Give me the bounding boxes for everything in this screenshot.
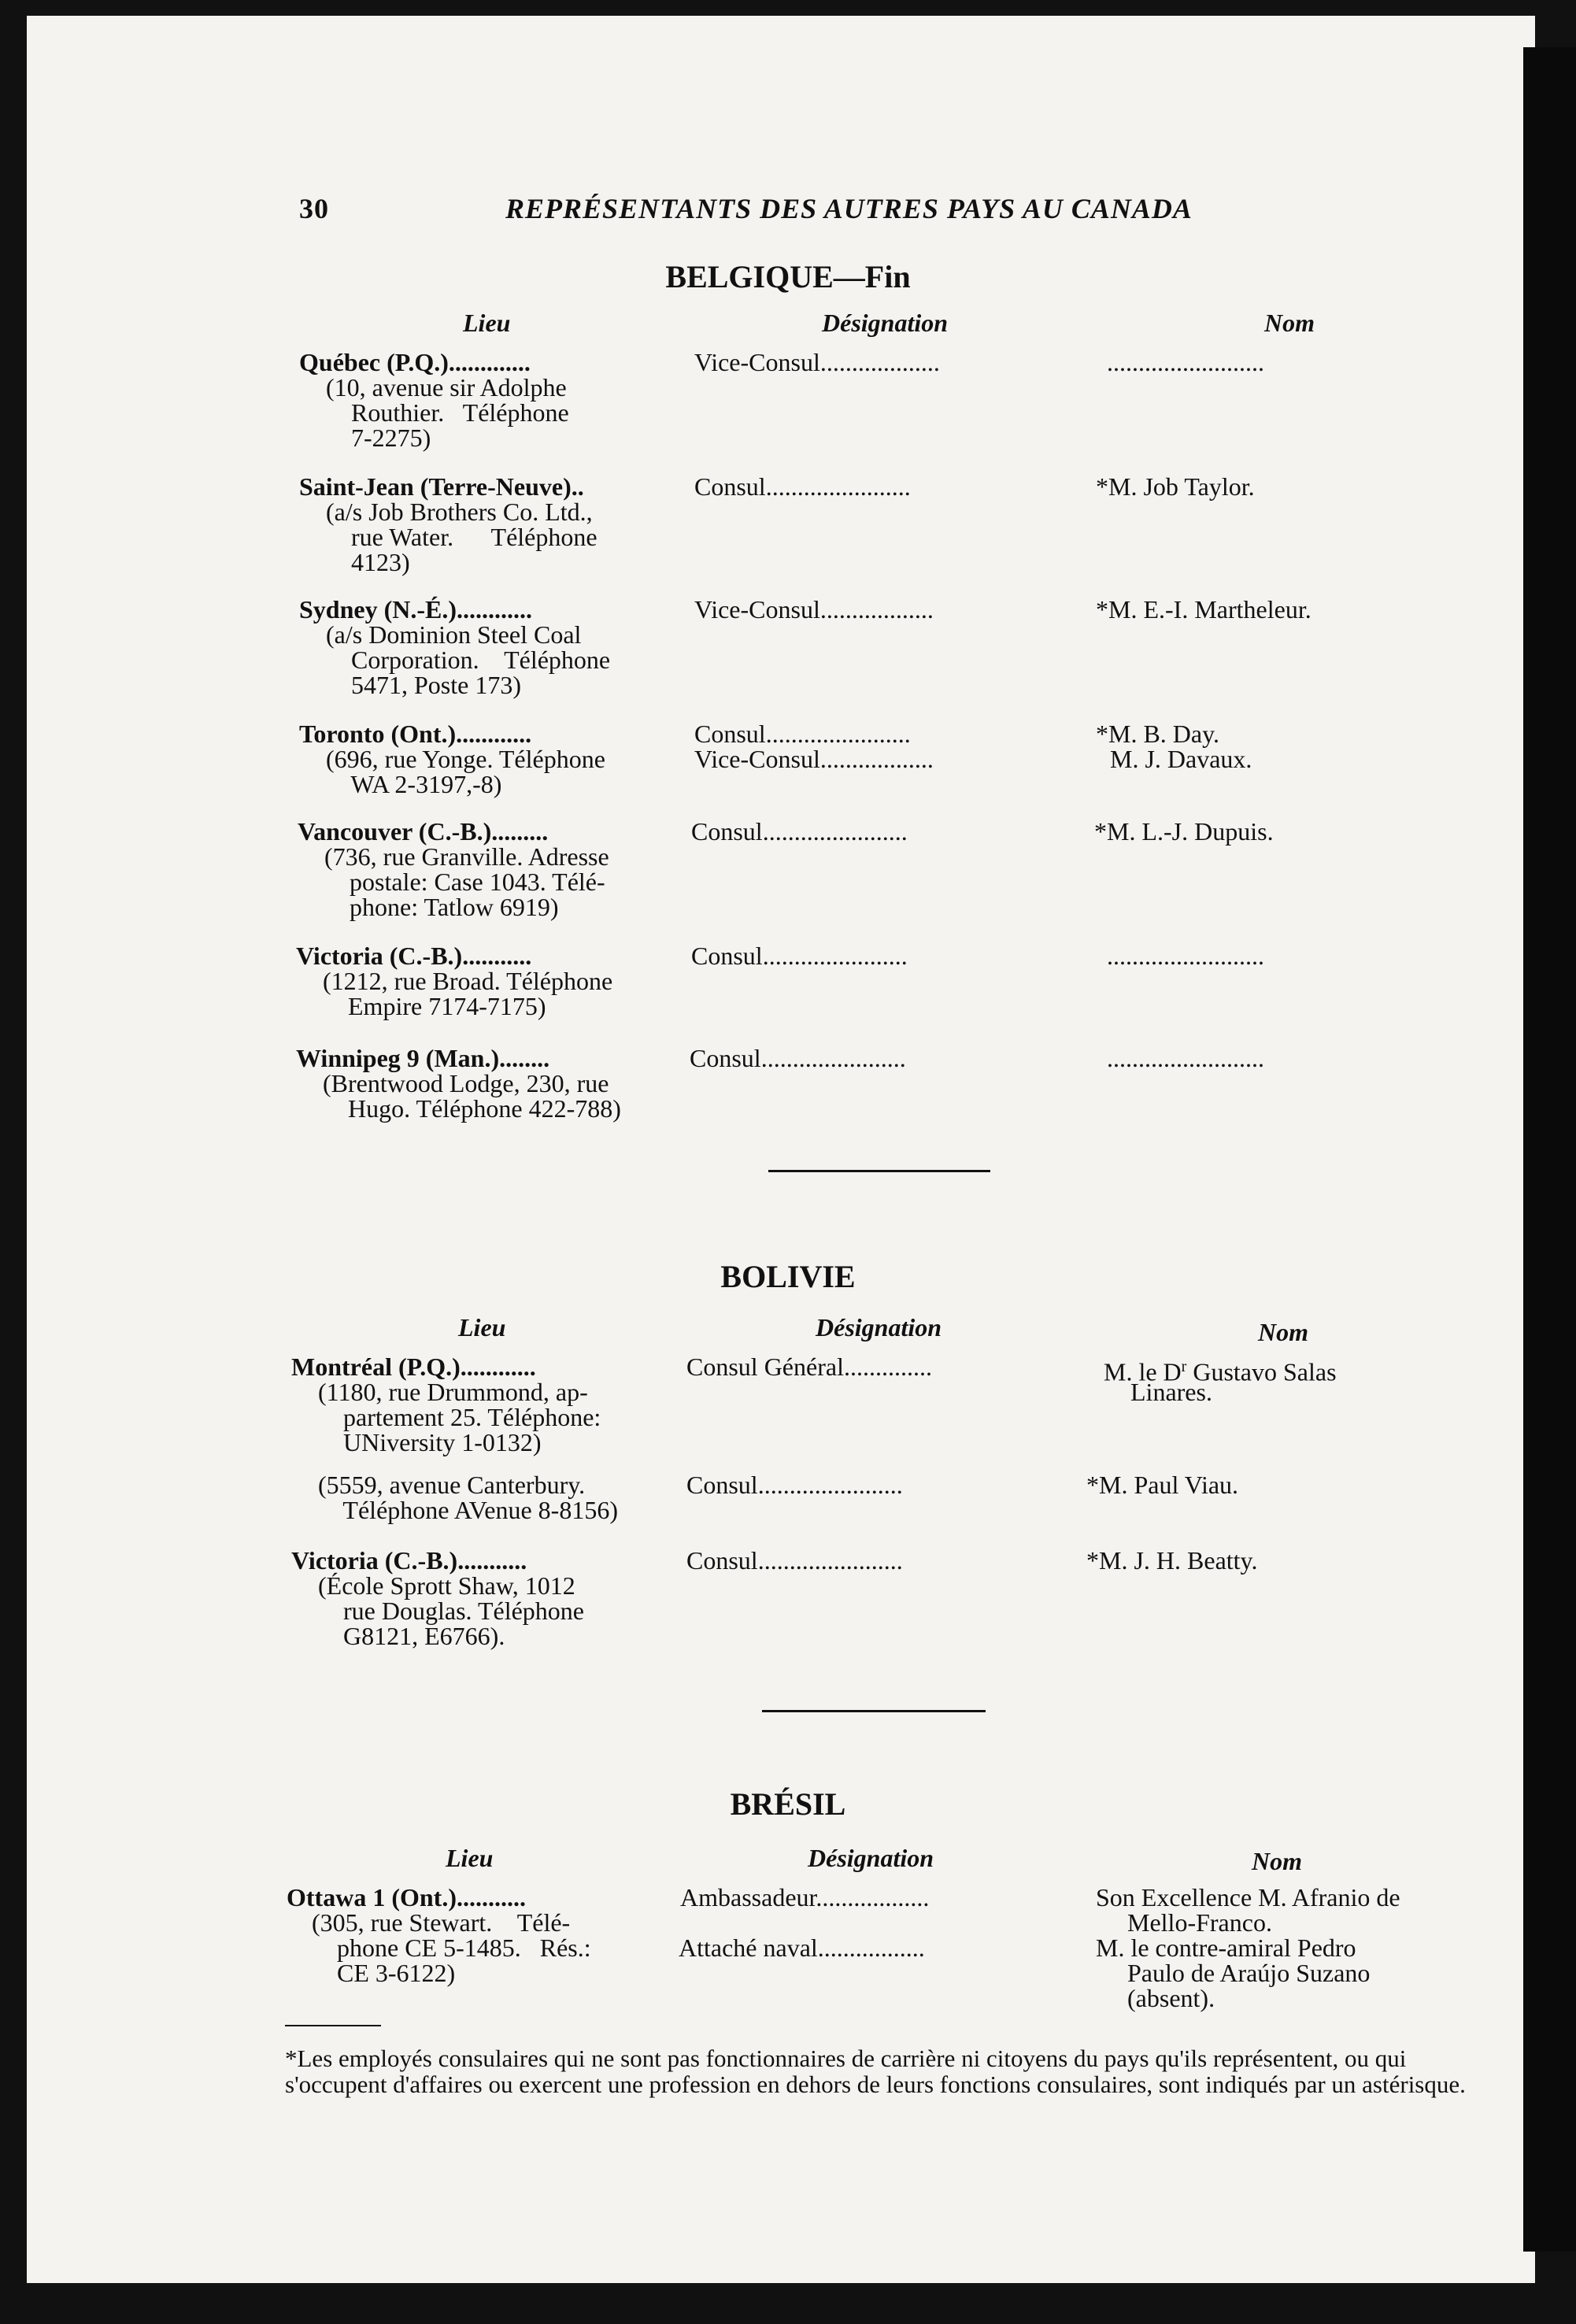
entry-address: (696, rue Yonge. Téléphone WA 2-3197,-8) (326, 745, 605, 798)
footnote: *Les employés consulaires qui ne sont pas fonctionnaires de carrière ni citoyens du pays qu'ils représentent, ou qui s'occupent d'affaires ou exercent une profession en dehors de leurs fonctions consulaires, sont indiqués par un astérisque. (285, 2045, 1466, 2098)
entry-designation-2: Vice-Consul.................. (694, 745, 934, 773)
entry-location: Victoria (C.-B.)........... (296, 942, 532, 970)
page-header (299, 192, 1448, 231)
entry-designation-2: Attaché naval................. (679, 1934, 925, 1962)
entry-location: Winnipeg 9 (Man.)........ (296, 1044, 550, 1072)
section-divider (762, 1710, 986, 1712)
entry-location: Montréal (P.Q.)............ (291, 1353, 536, 1381)
entry-designation: Vice-Consul................... (694, 348, 940, 376)
entry-name: *M. E.-I. Martheleur. (1096, 595, 1311, 624)
running-title: REPRÉSENTANTS DES AUTRES PAYS AU CANADA (505, 193, 1193, 224)
entry-name: ......................... (1107, 942, 1264, 970)
book-spine (1523, 47, 1576, 2252)
column-header-designation: Désignation (822, 309, 949, 337)
entry-location: Saint-Jean (Terre-Neuve).. (299, 472, 584, 501)
section-title-belgique: BELGIQUE—Fin (665, 259, 911, 294)
section-title-bresil: BRÉSIL (730, 1786, 846, 1822)
column-header-designation: Désignation (816, 1313, 942, 1341)
entry-address: (1212, rue Broad. Téléphone Empire 7174-7175) (323, 967, 613, 1020)
column-header-lieu: Lieu (463, 309, 511, 337)
section-divider (768, 1170, 990, 1172)
entry-designation: Consul....................... (694, 472, 911, 501)
entry-name-cont: Mello-Franco. (1127, 1908, 1272, 1937)
footnote-rule (285, 2025, 381, 2026)
entry-address: (305, rue Stewart. Télé- phone CE 5-1485. Rés.: CE 3-6122) (312, 1908, 591, 1987)
entry-name: Son Excellence M. Afranio de (1096, 1883, 1400, 1911)
section-title-bolivie: BOLIVIE (720, 1259, 856, 1294)
entry-designation: Consul....................... (694, 720, 911, 748)
entry-name: ......................... (1107, 1044, 1264, 1072)
entry-name-2-cont2: (absent). (1127, 1984, 1215, 2012)
entry-name: *M. Job Taylor. (1096, 472, 1255, 501)
entry-name: *M. Paul Viau. (1086, 1471, 1239, 1499)
column-header-designation: Désignation (808, 1844, 934, 1872)
entry-location: Toronto (Ont.)............ (299, 720, 532, 748)
entry-name: M. le $D^r$ Gustavo Salas (1104, 1357, 1337, 1386)
entry-location: Sydney (N.-É.)............ (299, 595, 533, 624)
entry-designation: Consul....................... (690, 1044, 906, 1072)
entry-designation: Consul....................... (691, 942, 908, 970)
entry-designation: Consul....................... (691, 817, 908, 846)
entry-name: *M. L.-J. Dupuis. (1094, 817, 1274, 846)
column-header-nom: Nom (1264, 309, 1315, 337)
entry-address: (École Sprott Shaw, 1012 rue Douglas. Téléphone G8121, E6766). (318, 1571, 584, 1650)
column-header-nom: Nom (1258, 1318, 1308, 1346)
entry-designation: Vice-Consul.................. (694, 595, 934, 624)
entry-address: (a/s Job Brothers Co. Ltd., rue Water. Téléphone 4123) (326, 498, 597, 576)
entry-designation: Consul Général.............. (686, 1353, 932, 1381)
entry-location: Vancouver (C.-B.)......... (298, 817, 549, 846)
entry-address: (1180, rue Drummond, ap- partement 25. Téléphone: UNiversity 1-0132) (318, 1378, 601, 1456)
entry-address: (736, rue Granville. Adresse postale: Case 1043. Télé- phone: Tatlow 6919) (324, 842, 609, 921)
entry-designation: Consul....................... (686, 1471, 903, 1499)
entry-address: (Brentwood Lodge, 230, rue Hugo. Téléphone 422-788) (323, 1069, 621, 1123)
column-header-lieu: Lieu (446, 1844, 494, 1872)
entry-name-2: Linares. (1130, 1378, 1212, 1406)
entry-name: *M. B. Day. (1096, 720, 1220, 748)
entry-address: (5559, avenue Canterbury. Téléphone AVenue 8-8156) (318, 1471, 618, 1524)
column-header-nom: Nom (1252, 1847, 1302, 1875)
entry-name: *M. J. H. Beatty. (1086, 1546, 1258, 1575)
entry-name: ......................... (1107, 348, 1264, 376)
entry-location: Ottawa 1 (Ont.)........... (287, 1883, 526, 1911)
entry-name-2: M. J. Davaux. (1110, 745, 1252, 773)
entry-name-2: M. le contre-amiral Pedro (1096, 1934, 1356, 1962)
entry-name-2-cont: Paulo de Araújo Suzano (1127, 1959, 1371, 1987)
entry-address: (10, avenue sir Adolphe Routhier. Téléphone 7-2275) (326, 373, 569, 452)
entry-designation: Ambassadeur.................. (680, 1883, 930, 1911)
entry-designation: Consul....................... (686, 1546, 903, 1575)
page-number: 30 (299, 193, 329, 224)
column-header-lieu: Lieu (458, 1313, 506, 1341)
entry-location: Québec (P.Q.)............. (299, 348, 531, 376)
entry-location: Victoria (C.-B.)........... (291, 1546, 527, 1575)
entry-address: (a/s Dominion Steel Coal Corporation. Téléphone 5471, Poste 173) (326, 620, 611, 699)
